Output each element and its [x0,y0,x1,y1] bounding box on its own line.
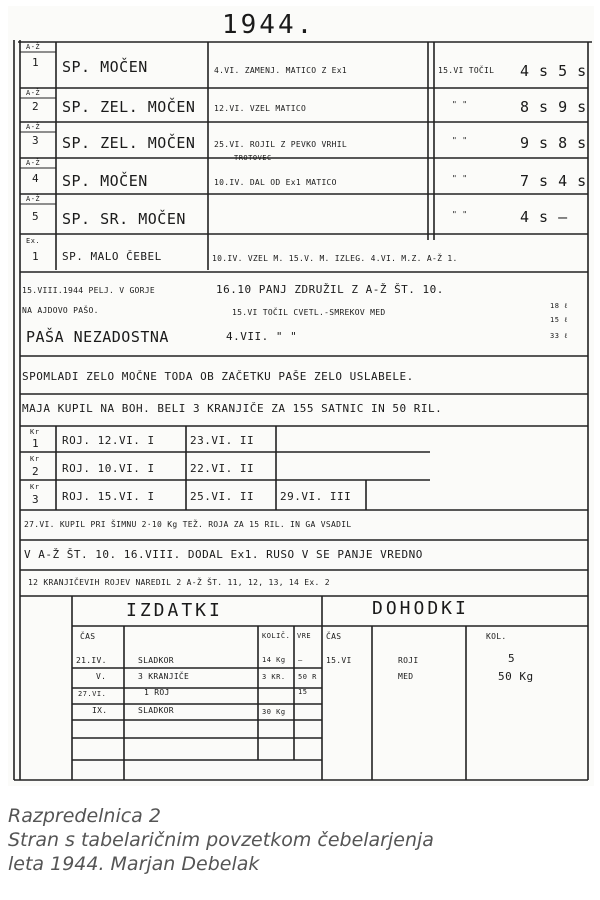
caption-credit: leta 1944. Marjan Debelak [8,853,260,875]
swarm-third: 29.VI. III [280,490,352,503]
hive-code: A-Ž [26,159,41,167]
hive-extraction: " " [452,174,468,183]
hive-amount: 4 s — [520,208,568,226]
hive-name: SP. ZEL. MOČEN [62,98,196,116]
note-line: 27.VI. KUPIL PRI ŠIMNU 2·10 Kg TEŽ. ROJA ZA 15 RIL. IN GA VSADIL [24,520,352,529]
note-line: 15.VI TOČIL CVETL.-SMREKOV MED [232,308,386,317]
hive-number: 4 [32,172,40,185]
hive-code: A-Ž [26,195,41,203]
hive-number: 3 [32,134,40,147]
expense-time: IX. [92,706,108,715]
hive-extraction: " " [452,136,468,145]
swarm-first: ROJ. 15.VI. I [62,490,155,503]
figure-caption [8,804,592,876]
sum-value: 15 ℓ [550,316,568,324]
hive-extraction: 15.VI TOČIL [438,66,495,75]
hive-code: A-Ž [26,43,41,51]
expense-time: V. [96,672,107,681]
expense-item: SLADKOR [138,706,174,715]
income-qty: 5 [508,652,516,665]
col-header-price: VRE [297,632,312,640]
expenses-title: IZDATKI [126,600,223,621]
swarm-code: Kr [30,483,40,491]
note-line: MAJA KUPIL NA BOH. BELI 3 KRANJIČE ZA 155 SATNIC IN 50 RIL. [22,402,443,415]
hive-note: 25.VI. ROJIL Z PEVKO VRHIL [214,140,348,149]
hive-note: 10.IV. VZEL M. 15.V. M. IZLEG. 4.VI. M.Z. A-Ž 1. [212,254,458,263]
hive-name: SP. SR. MOČEN [62,210,186,228]
hive-code: A-Ž [26,123,41,131]
expense-time: 21.IV. [76,656,107,665]
swarm-number: 2 [32,465,40,478]
expense-price: — [298,656,303,664]
hive-note: 12.VI. VZEL MATICO [214,104,307,113]
hive-number: 1 [32,56,40,69]
swarm-number: 3 [32,493,40,506]
swarm-first: ROJ. 10.VI. I [62,462,155,475]
expense-qty: 30 Kg [262,708,286,716]
hive-number: 1 [32,250,40,263]
expense-qty: 3 KR. [262,673,286,681]
hive-code: A-Ž [26,89,41,97]
note-line: SPOMLADI ZELO MOČNE TODA OB ZAČETKU PAŠE ZELO USLABELE. [22,370,414,383]
hive-code: Ex. [26,237,41,245]
swarm-first: ROJ. 12.VI. I [62,434,155,447]
expense-qty: 14 Kg [262,656,286,664]
hive-number: 5 [32,210,40,223]
year-heading: 1944. [222,10,316,40]
caption-title: Razpredelnica 2 [8,805,161,827]
hive-amount: 8 s 9 s [520,98,587,116]
income-time: 15.VI [326,656,352,665]
sum-total: 33 ℓ [550,332,568,340]
income-item: MED [398,672,414,681]
hive-name: SP. MOČEN [62,172,148,190]
income-title: DOHODKI [372,598,469,619]
swarm-code: Kr [30,428,40,436]
hive-amount: 7 s 4 s [520,172,587,190]
note-line: NA AJDOVO PAŠO. [22,306,99,315]
note-line: 16.10 PANJ ZDRUŽIL Z A-Ž ŠT. 10. [216,283,444,296]
hive-note: 4.VI. ZAMENJ. MATICO Z Ex1 [214,66,348,75]
note-line: 12 KRANJIČEVIH ROJEV NAREDIL 2 A-Ž ŠT. 11, 12, 13, 14 Ex. 2 [28,578,330,587]
hive-name: SP. MOČEN [62,58,148,76]
col-header-qty: KOLIČ. [262,632,291,640]
hive-name: SP. MALO ČEBEL [62,250,162,263]
expense-price: 15 [298,688,308,696]
sum-value: 18 ℓ [550,302,568,310]
col-header-time: ČAS [80,632,96,641]
expense-item: 3 KRANJIČE [138,672,190,681]
hive-extraction: " " [452,210,468,219]
col-header-time-income: ČAS [326,632,342,641]
hive-amount: 9 s 8 s [520,134,587,152]
swarm-number: 1 [32,437,40,450]
hive-amount: 4 s 5 s [520,62,587,80]
hive-note-secondary: TROTOVEC [234,154,272,162]
note-line: 15.VIII.1944 PELJ. V GORJE [22,286,156,295]
note-line: V A-Ž ŠT. 10. 16.VIII. DODAL Ex1. RUSO V SE PANJE VREDNO [24,548,423,561]
income-item: ROJI [398,656,419,665]
expense-item: SLADKOR [138,656,174,665]
col-header-qty-income: KOL. [486,632,507,641]
income-qty: 50 Kg [498,670,534,683]
expense-item: 1 ROJ [144,688,170,697]
expense-time: 27.VI. [78,690,107,698]
note-line: PAŠA NEZADOSTNA [26,328,169,346]
expense-price: 50 R [298,673,317,681]
swarm-second: 25.VI. II [190,490,255,503]
hive-number: 2 [32,100,40,113]
note-line: 4.VII. " " [226,330,298,343]
swarm-second: 23.VI. II [190,434,255,447]
hive-note: 10.IV. DAL OD Ex1 MATICO [214,178,337,187]
hive-name: SP. ZEL. MOČEN [62,134,196,152]
swarm-code: Kr [30,455,40,463]
hive-extraction: " " [452,100,468,109]
swarm-second: 22.VI. II [190,462,255,475]
caption-description: Stran s tabelaričnim povzetkom čebelarjenja [8,829,434,851]
